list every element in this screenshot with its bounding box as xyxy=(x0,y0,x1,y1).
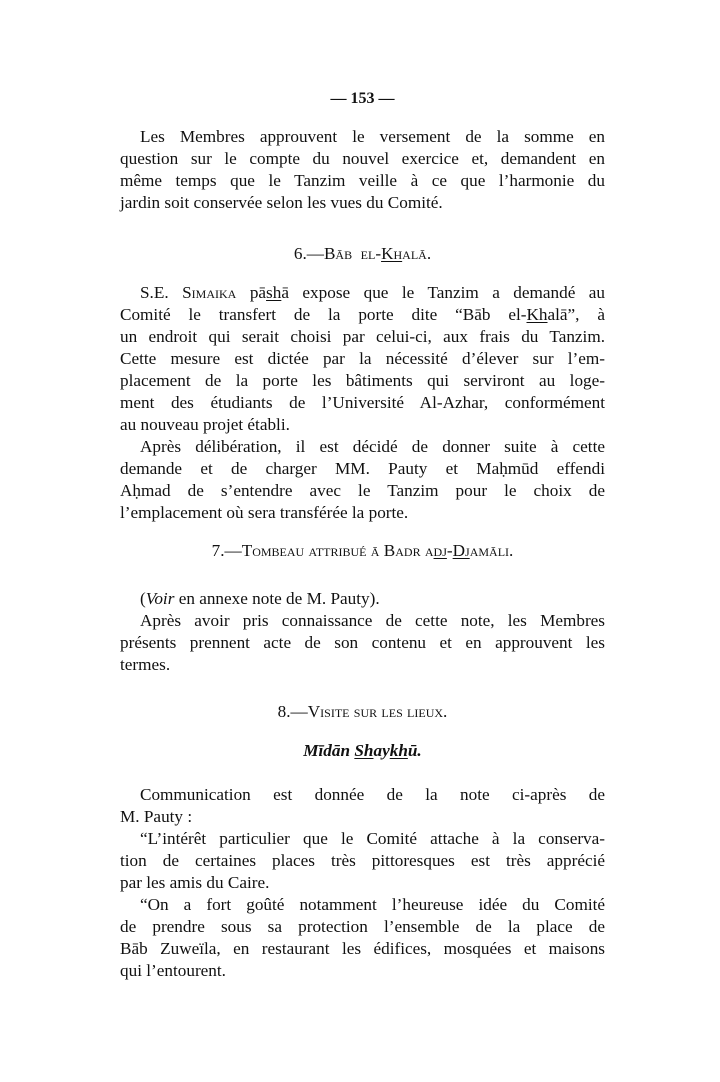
text-span: S.E. xyxy=(140,283,183,302)
text-line: demande et de charger MM. Pauty et Maḥmūd effendi xyxy=(120,459,605,478)
paragraph-communication xyxy=(120,784,605,828)
heading-text: Tombeau attribué ā Badr a xyxy=(241,541,434,560)
text-line xyxy=(120,588,605,610)
text-line: Aḥmad de s’entendre avec le Tanzim pour le choix de xyxy=(120,481,605,500)
text-span-underlined: sh xyxy=(266,283,282,302)
section-8-heading xyxy=(120,701,605,723)
heading-text: Bāb xyxy=(323,244,353,263)
text-line: de prendre sous sa protection l’ensemble de la place de xyxy=(120,917,605,936)
paragraph-apres-deliberation xyxy=(120,436,605,524)
paragraph-on-a-fort-goute xyxy=(120,894,605,982)
text-line xyxy=(120,282,605,304)
text-line: jardin soit conservée selon les vues du Comité. xyxy=(120,193,443,212)
text-line: Les Membres approuvent le versement de la somme en xyxy=(140,127,605,146)
text-line: Cette mesure est dictée par la nécessité d’élever sur l’em- xyxy=(120,349,605,368)
heading-text: amāli. xyxy=(469,541,514,560)
text-span: alā”, à xyxy=(547,305,605,324)
subtitle-text: ay xyxy=(373,741,390,760)
heading-text: alā. xyxy=(402,244,432,263)
section-7-heading xyxy=(120,540,605,562)
text-line: tion de certaines places très pittoresques est très apprécié xyxy=(120,851,605,870)
text-line: Bāb Zuweïla, en restaurant les édifices, mosquées et maisons xyxy=(120,939,605,958)
person-name: Simaika xyxy=(182,283,237,302)
text-line: ment des étudiants de l’Université Al-Azhar, conformément xyxy=(120,393,605,412)
subtitle-text-underlined: kh xyxy=(389,741,408,760)
text-line xyxy=(120,304,605,326)
subtitle-text-underlined: Sh xyxy=(354,741,374,760)
section-6-heading xyxy=(120,243,605,265)
text-line: au nouveau projet établi. xyxy=(120,415,290,434)
text-span: en annexe note de M. Pauty). xyxy=(174,589,380,608)
heading-text-underlined: Kh xyxy=(381,244,403,263)
text-line: l’emplacement où sera transférée la porte. xyxy=(120,503,409,522)
paragraph-voir-annexe xyxy=(120,588,605,610)
subtitle-text: Mīdān xyxy=(303,741,355,760)
text-line: Communication est donnée de la note ci-après de xyxy=(140,785,605,804)
text-line: termes. xyxy=(120,655,171,674)
section-number: 7.— xyxy=(211,541,242,560)
heading-text: Visite sur les lieux. xyxy=(307,702,448,721)
text-span: Comité le transfert de la porte dite “Bāb el- xyxy=(120,305,527,324)
text-span-underlined: Kh xyxy=(526,305,548,324)
subtitle-text: ū. xyxy=(407,741,422,760)
text-span-italic: Voir xyxy=(145,589,175,608)
text-line: un endroit qui serait choisi par celui-ci, aux frais du Tanzim. xyxy=(120,327,605,346)
text-span: ( xyxy=(140,589,146,608)
heading-text-underlined: Dj xyxy=(452,541,470,560)
text-line: “On a fort goûté notamment l’heureuse idée du Comité xyxy=(140,895,605,914)
heading-text-underlined: dj xyxy=(433,541,447,560)
section-number: 6.— xyxy=(293,244,324,263)
text-line: par les amis du Caire. xyxy=(120,873,270,892)
paragraph-apres-avoir-pris xyxy=(120,610,605,676)
text-line: qui l’entourent. xyxy=(120,961,226,980)
heading-text: el- xyxy=(360,244,382,263)
text-line: “L’intérêt particulier que le Comité attache à la conserva- xyxy=(140,829,605,848)
text-span: ā expose que le Tanzim a demandé au xyxy=(281,283,605,302)
page-number: — 153 — xyxy=(330,90,395,107)
text-line: placement de la porte les bâtiments qui serviront au loge- xyxy=(120,371,605,390)
section-number: 8.— xyxy=(277,702,308,721)
text-line: Après avoir pris connaissance de cette note, les Membres xyxy=(140,611,605,630)
paragraph-simaika-pasha xyxy=(120,282,605,436)
heading-text: - xyxy=(446,541,453,560)
paragraph-interet-particulier xyxy=(120,828,605,894)
text-line: M. Pauty : xyxy=(120,807,193,826)
text-line: présents prennent acte de son contenu et en approuvent les xyxy=(120,633,605,652)
section-8-subtitle xyxy=(120,740,605,762)
paragraph-membres-approuvent xyxy=(120,126,605,214)
text-span: pā xyxy=(236,283,267,302)
text-line: question sur le compte du nouvel exercice et, demandent en xyxy=(120,149,605,168)
text-line: même temps que le Tanzim veille à ce que l’harmonie du xyxy=(120,171,605,190)
text-line: Après délibération, il est décidé de donner suite à cette xyxy=(140,437,605,456)
